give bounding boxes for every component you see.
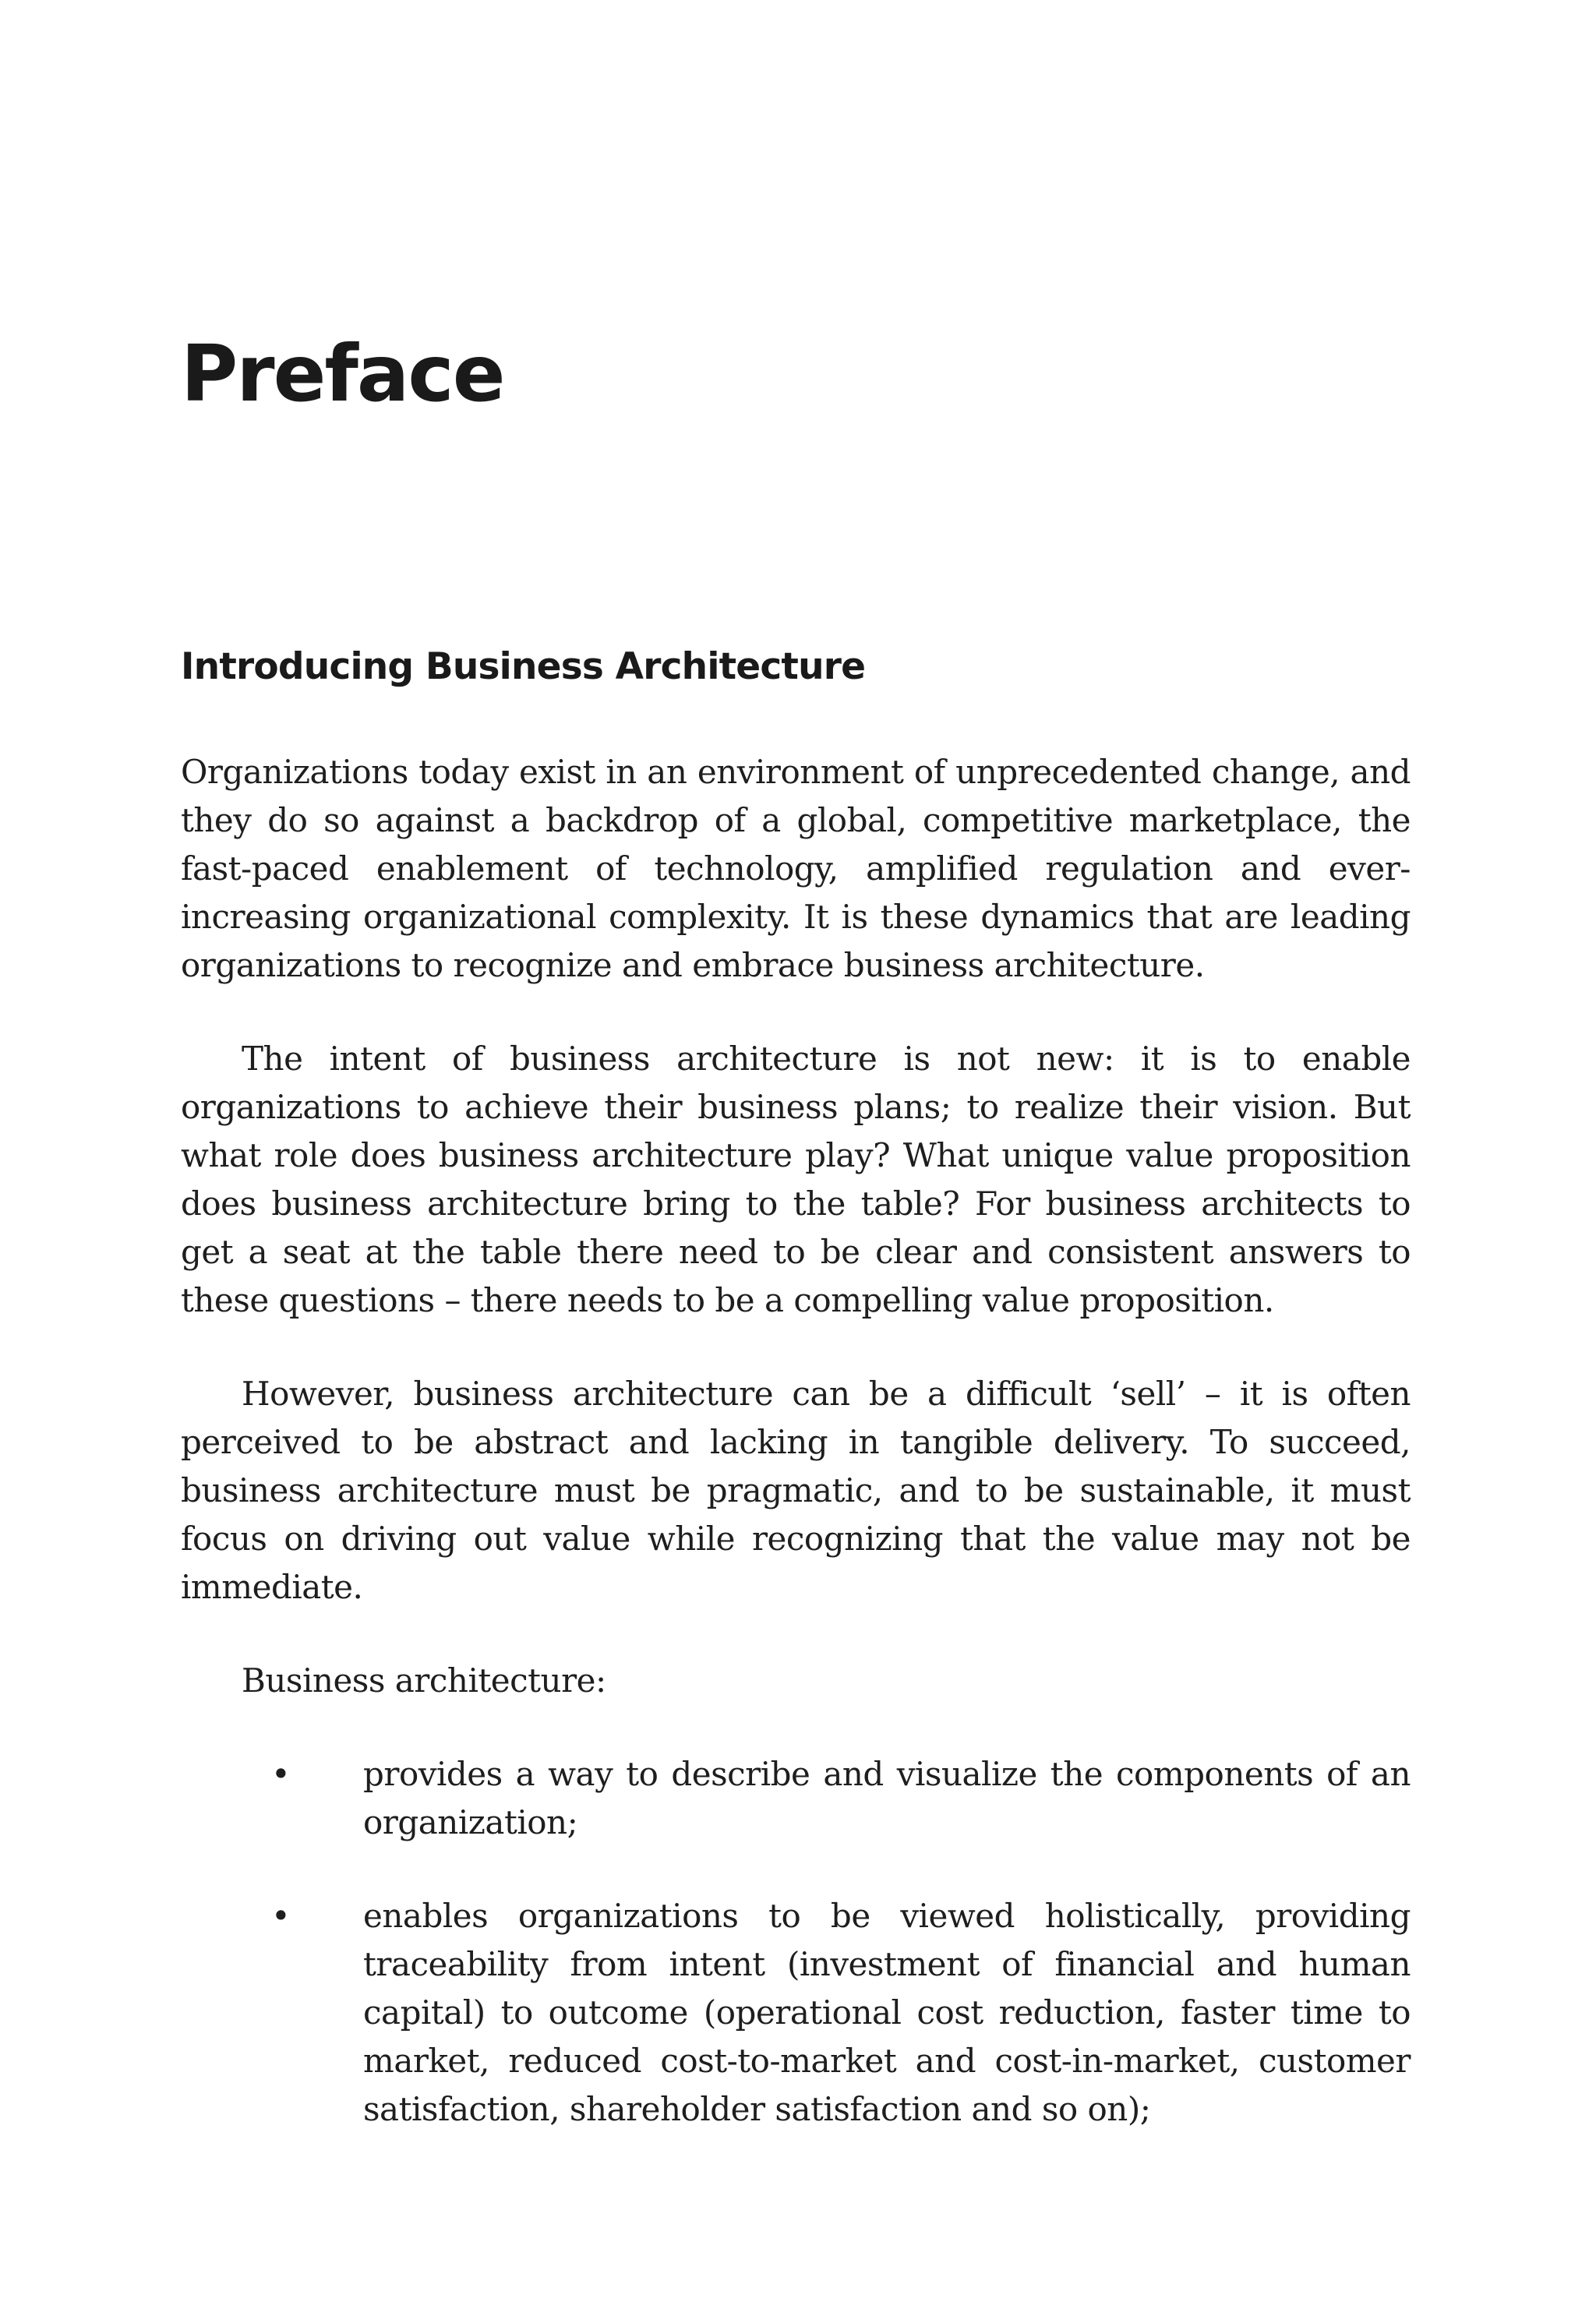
section-heading: Introducing Business Architecture xyxy=(181,645,866,688)
bullet-icon: • xyxy=(271,1897,291,1935)
paragraph-1: Organizations today exist in an environment of unprecedented change, and they do so against a backdrop of a global, competitive marketplace, the fast-paced enablement of technology, amplified regulation and ever-increasing organizational complexity. It is these dynamics that are leading organizations to recognize and embrace business architecture. xyxy=(181,753,1411,984)
bullet-list xyxy=(181,1750,1411,2134)
list-item xyxy=(181,1750,1411,1847)
chapter-title: Preface xyxy=(181,328,504,419)
paragraph-3: However, business architecture can be a difficult ‘sell’ – it is often perceived to be abstract and lacking in tangible delivery. To succeed, business architecture must be pragmatic, and to be sustainable, it must focus on driving out value while recognizing that the value may not be immediate. xyxy=(181,1375,1411,1606)
list-item xyxy=(181,1892,1411,2134)
bullet-icon: • xyxy=(271,1755,291,1793)
list-lead-in: Business architecture: xyxy=(242,1661,606,1700)
list-item-text: provides a way to describe and visualize the components of an organization; xyxy=(363,1755,1411,1841)
paragraph-2: The intent of business architecture is not new: it is to enable organizations to achieve their business plans; to realize their vision. But what role does business architecture play? What unique value proposition does business architecture bring to the table? For business architects to get a seat at the table there need to be clear and consistent answers to these questions – there needs to be a compelling value proposition. xyxy=(181,1040,1411,1319)
body-text xyxy=(181,748,1411,2179)
list-item-text: enables organizations to be viewed holistically, providing traceability from intent (investment of financial and human capital) to outcome (operational cost reduction, faster time to market, reduced cost-to-market and cost-in-market, customer satisfaction, shareholder satisfaction and so on); xyxy=(363,1897,1411,2128)
